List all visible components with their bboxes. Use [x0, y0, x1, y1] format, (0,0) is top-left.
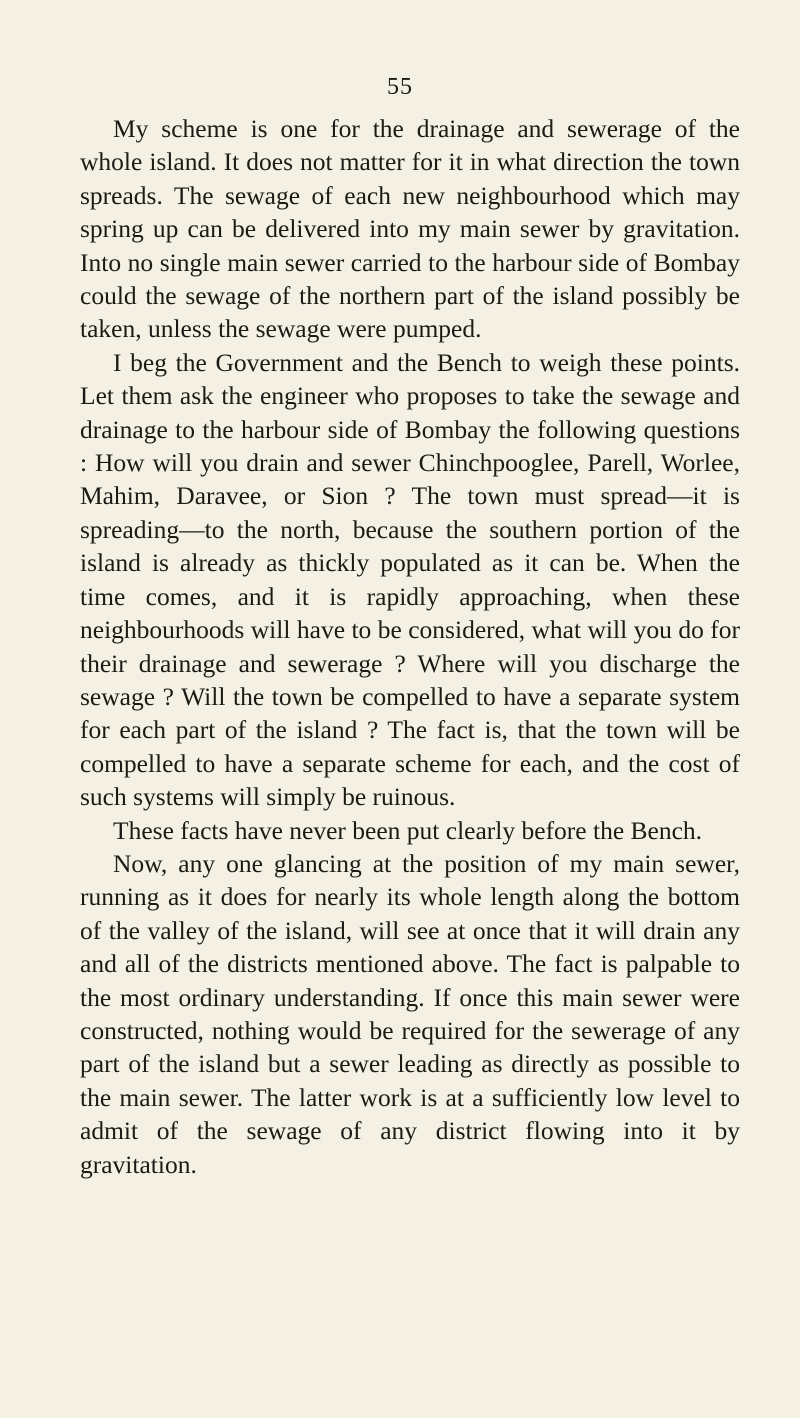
page-number: 55	[387, 74, 413, 100]
paragraph: These facts have never been put clearly before the Bench.	[113, 815, 703, 845]
paragraph: My scheme is one for the drainage and sewerage of the whole island. It does not matter for it in what direction the town spreads. The sewage of each new neighbourhood which may spring up can be delivered into my main sewer by gravitation. Into no single main sewer carried to the harbour side of Bombay could the sewage of the northern part of the island possibly be taken, unless the sewage were pumped.	[80, 114, 740, 344]
body-text	[80, 112, 740, 1181]
paragraph: Now, any one glancing at the position of my main sewer, running as it does for nearly its whole length along the bottom of the valley of the island, will see at once that it will drain any and all of the districts mentioned above. The fact is palpable to the most ordinary understanding. If once this main sewer were constructed, nothing would be required for the sewerage of any part of the island but a sewer leading as directly as possible to the main sewer. The latter work is at a sufficiently low level to admit of the sewage of any district flowing into it by gravitation.	[80, 848, 740, 1179]
paragraph: I beg the Government and the Bench to weigh these points. Let them ask the engineer who proposes to take the sewage and drainage to the harbour side of Bombay the following questions : How will you drain and sewer Chinchpooglee, Parell, Worlee, Mahim, Daravee, or Sion ? The town must spread—it is spreading—to the north, because the southern portion of the island is already as thickly populated as it can be. When the time comes, and it is rapidly approaching, when these neighbourhoods will have to be considered, what will you do for their drainage and sewerage ? Where will you discharge the sewage ? Will the town be compelled to have a separate system for each part of the island ? The fact is, that the town will be compelled to have a separate scheme for each, and the cost of such systems will simply be ruinous.	[80, 347, 740, 812]
